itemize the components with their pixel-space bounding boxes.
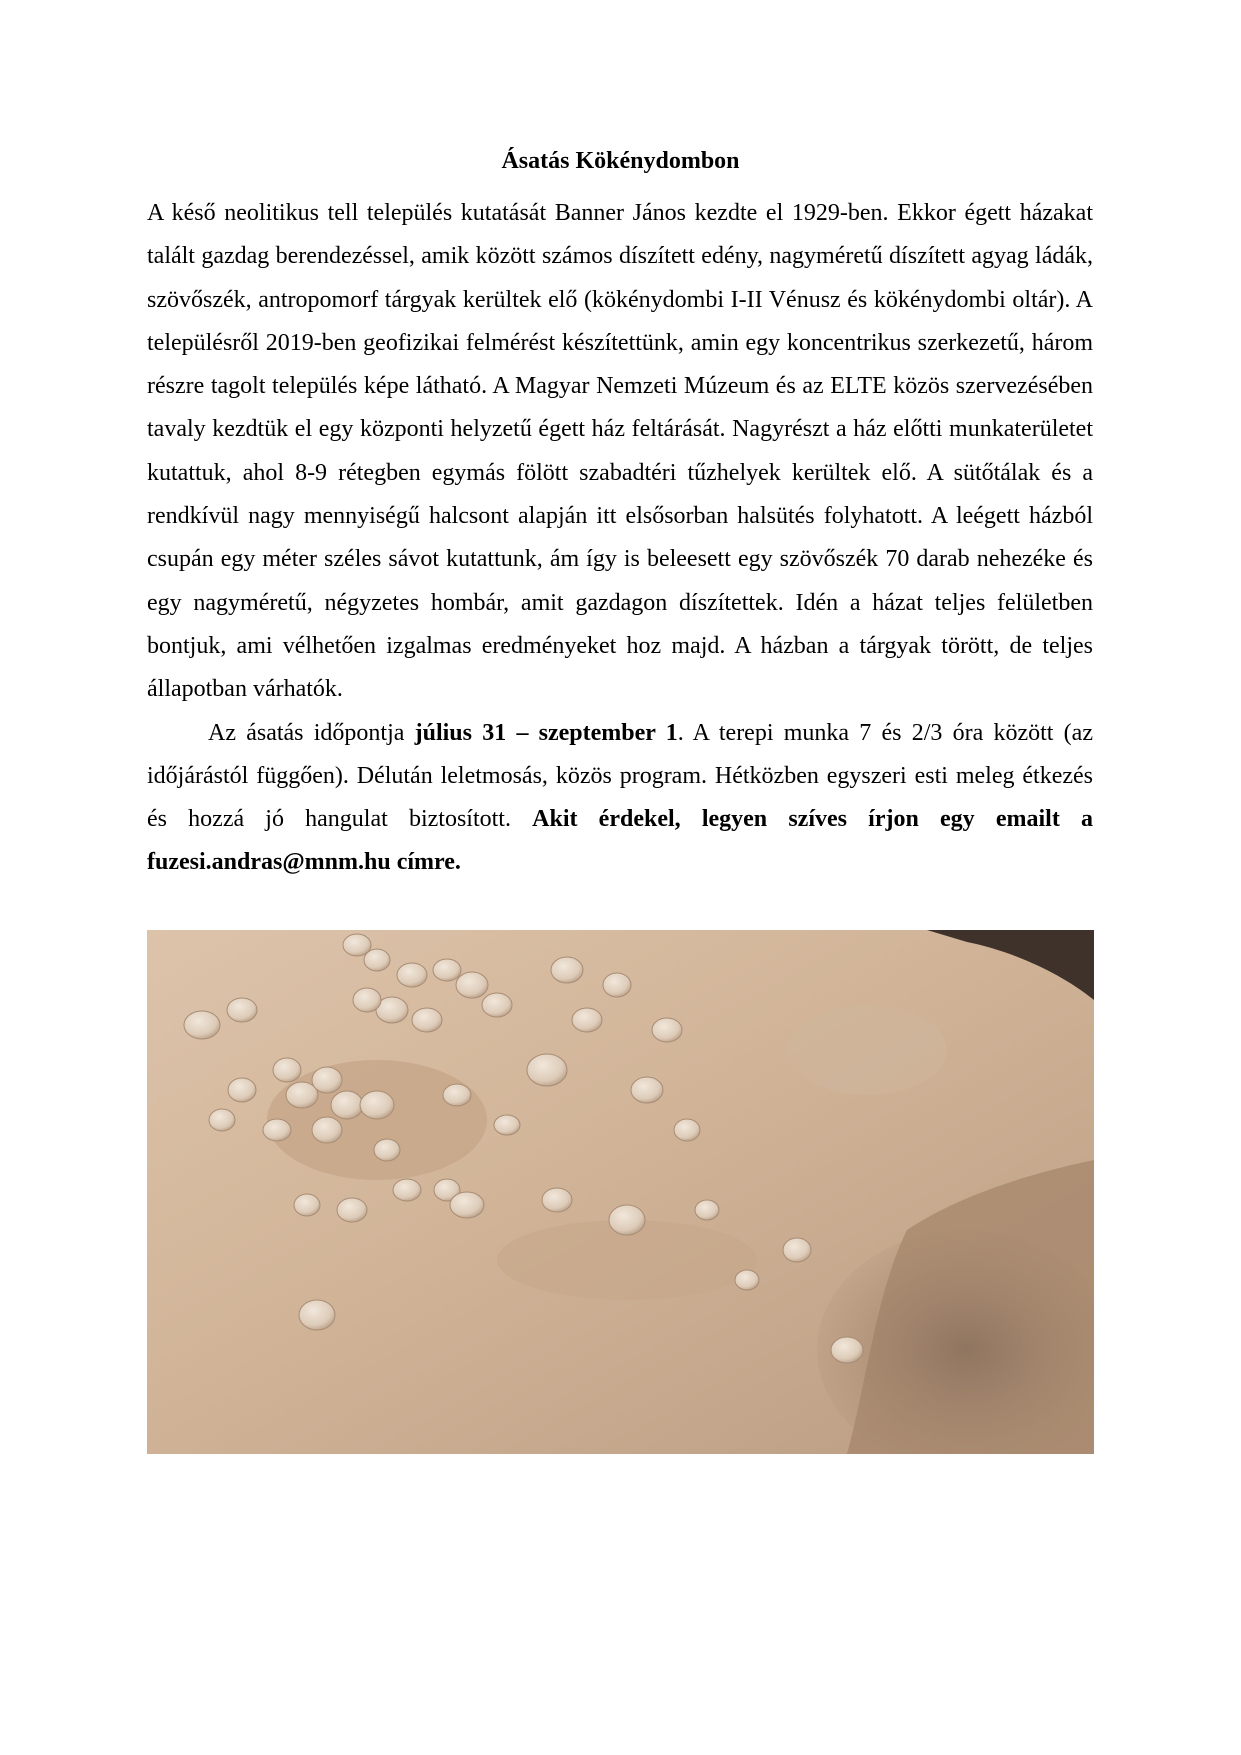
loom-weight-stone (631, 1077, 663, 1103)
loom-weight-stone (735, 1270, 759, 1290)
document-body (147, 192, 1093, 885)
loom-weight-stone (397, 963, 427, 987)
loom-weight-stone (227, 998, 257, 1022)
loom-weight-stone (542, 1188, 572, 1212)
dates-range: július 31 – szeptember 1 (414, 719, 678, 746)
loom-weight-stone (184, 1011, 220, 1039)
loom-weight-stone (294, 1194, 320, 1216)
loom-weight-stone (674, 1119, 700, 1141)
loom-weight-stone (527, 1054, 567, 1086)
loom-weight-stone (831, 1337, 863, 1363)
loom-weight-stone (652, 1018, 682, 1042)
excavation-photo (147, 930, 1094, 1454)
contact-text: Akit érdekel, legyen szíves írjon egy emailt a fuzesi.andras@mnm.hu címre. (147, 806, 1093, 876)
loom-weight-stone (433, 959, 461, 981)
loom-weight-stone (783, 1238, 811, 1262)
loom-weight-stone (494, 1115, 520, 1135)
loom-weight-stone (551, 957, 583, 983)
loom-weight-stone (603, 973, 631, 997)
loom-weight-stone (364, 949, 390, 971)
loom-weight-stone (353, 988, 381, 1012)
loom-weight-stone (312, 1067, 342, 1093)
paragraph-intro: A késő neolitikus tell település kutatását Banner János kezdte el 1929-ben. Ekkor égett házakat talált gazdag berendezéssel, amik között számos díszített edény, nagyméretű díszített agyag ládák, szövőszék, antropomorf tárgyak kerültek elő (kökénydombi I-II Vénusz és kökénydombi oltár). A településről 2019-ben geofizikai felmérést készítettünk, amin egy koncentrikus szerkezetű, három részre tagolt település képe látható. A Magyar Nemzeti Múzeum és az ELTE közös szervezésében tavaly kezdtük el egy központi helyzetű égett ház feltárását. Nagyrészt a ház előtti munkaterületet kutattuk, ahol 8-9 rétegben egymás fölött szabadtéri tűzhelyek kerültek elő. A sütőtálak és a rendkívül nagy mennyiségű halcsont alapján itt elsősorban halsütés folyhatott. A leégett házból csupán egy méter széles sávot kutattunk, ám így is beleesett egy szövőszék 70 darab nehezéke és egy nagyméretű, négyzetes hombár, amit gazdagon díszítettek. Idén a házat teljes felületben bontjuk, ami vélhetően izgalmas eredményeket hoz majd. A házban a tárgyak törött, de teljes állapotban várhatók. (147, 200, 1093, 703)
loom-weight-stone (228, 1078, 256, 1102)
paragraph-dates (147, 712, 1093, 885)
loom-weight-stone (374, 1139, 400, 1161)
loom-weight-stone (572, 1008, 602, 1032)
loom-weight-stone (393, 1179, 421, 1201)
loom-weight-stone (312, 1117, 342, 1143)
loom-weight-stone (263, 1119, 291, 1141)
loom-weight-stone (695, 1200, 719, 1220)
loom-weight-stone (331, 1091, 363, 1119)
loom-weight-stone (337, 1198, 367, 1222)
loom-weight-stone (412, 1008, 442, 1032)
loom-weight-stone (443, 1084, 471, 1106)
loom-weight-stone (456, 972, 488, 998)
loom-weight-stone (450, 1192, 484, 1218)
loom-weight-stone (609, 1205, 645, 1235)
dates-details-text: . A terepi munka 7 és 2/3 óra között (az időjárástól függően). Délután leletmosás, közös program. Hétközben egyszeri esti meleg étkezés és hozzá jó hangulat biztosított. (147, 719, 1093, 833)
loom-weight-stone (273, 1058, 301, 1082)
document-title: Ásatás Kökénydombon (501, 148, 740, 174)
loom-weight-stone (209, 1109, 235, 1131)
loom-weight-stone (299, 1300, 335, 1330)
loom-weight-stone (482, 993, 512, 1017)
dates-lead-text: Az ásatás időpontja (208, 719, 415, 746)
loom-weight-stone (360, 1091, 394, 1119)
